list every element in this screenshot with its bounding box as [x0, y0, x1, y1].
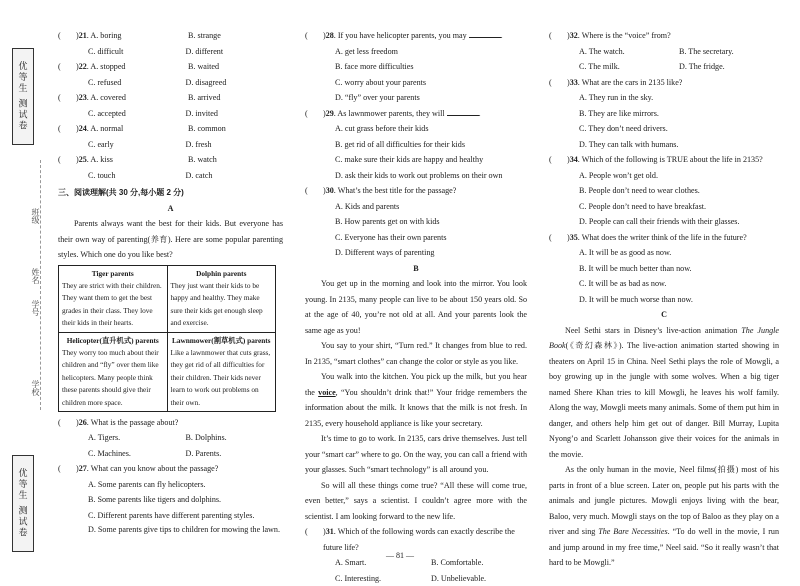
option-b[interactable]: B. It will be much better than now.: [549, 261, 779, 277]
option-d[interactable]: D. different: [186, 44, 284, 60]
parenting-table: [58, 265, 276, 412]
section-title: 三、阅读理解(共 30 分,每小题 2 分): [58, 185, 283, 201]
question-22: ( )22. A. stopped: [58, 59, 283, 75]
passage-a-paragraph: Parents always want the best for their kids. But everyone has their own way of parenting(养育). Here are some popular parenting styles. Which one do you like best?: [58, 216, 283, 263]
passage-b-p3: You walk into the kitchen. You pick up the milk, but you hear the voice, “You shouldn’t drink that!” Your fridge remembers the information about the milk. It knows that the milk is not fresh. In 2135, every household appliance is like your secretary.: [305, 369, 527, 431]
option-a[interactable]: A. get less freedom: [305, 44, 527, 60]
option-d[interactable]: D. disagreed: [186, 75, 284, 91]
passage-a-letter: A: [58, 201, 283, 217]
option-a[interactable]: A. It will be as good as now.: [549, 245, 779, 261]
sidebar-cut-line: [40, 160, 41, 410]
option-c[interactable]: C. Interesting.: [335, 571, 431, 586]
option-d[interactable]: D. It will be much worse than now.: [549, 292, 779, 308]
option-a[interactable]: A. People won’t get old.: [549, 168, 779, 184]
question-23: ( )23. A. covered: [58, 90, 283, 106]
passage-b-p5: So will all these things come true? “All these will come true, even better,” says a scientist. I couldn’t agree more with the scientist. I am looking forward to the new life.: [305, 478, 527, 525]
option-a[interactable]: A. Kids and parents: [305, 199, 527, 215]
option-b[interactable]: B. The secretary.: [679, 44, 779, 60]
option-a[interactable]: A. stopped: [90, 62, 125, 71]
lawnmower-cell: Lawnmower(割草机式) parents Like a lawnmower that cuts grass, they get rid of all difficulties for their children. Their kids never learn to work out problems on their own.: [167, 332, 276, 411]
option-d[interactable]: D. Parents.: [186, 446, 284, 462]
question-26: ( )26. What is the passage about?: [58, 415, 283, 431]
question-33: ( )33. What are the cars in 2135 like?: [549, 75, 779, 91]
option-b[interactable]: B. arrived: [188, 93, 220, 102]
tiger-cell: Tiger parents They are strict with their children. They want them to get the best grades in their class. They love their kids in their hearts.: [59, 265, 168, 332]
option-c[interactable]: C. Machines.: [88, 446, 186, 462]
option-c[interactable]: C. The milk.: [579, 59, 679, 75]
options-22: [58, 75, 283, 91]
option-c[interactable]: C. Everyone has their own parents: [305, 230, 527, 246]
option-c[interactable]: C. make sure their kids are happy and healthy: [305, 152, 527, 168]
column-right: [549, 28, 779, 571]
option-c[interactable]: C. Different parents have different parenting styles.: [58, 508, 283, 524]
option-a[interactable]: A. kiss: [90, 155, 113, 164]
option-c[interactable]: C. refused: [88, 75, 186, 91]
passage-c-p2: As the only human in the movie, Neel films(拍摄) most of his parts in front of a blue screen. Later on, people put his parts with the animals and jungle pictures. Mowgli enjoys living with the bear, Baloo, very much. Mowgli stays on the top of Baloo as they play on a river and sing The Bare Necessities. “To do well in the movie, I run and jump around in my free time,” Neel said. “So it really wasn’t that hard to be Mowgli.”: [549, 462, 779, 571]
option-a[interactable]: A. Smart.: [335, 555, 431, 571]
option-b[interactable]: B. Some parents like tigers and dolphins.: [58, 492, 283, 508]
option-d[interactable]: D. They can talk with humans.: [549, 137, 779, 153]
question-30: ( )30. What’s the best title for the passage?: [305, 183, 527, 199]
question-21: ( )21. A. boring: [58, 28, 283, 44]
option-c[interactable]: C. accepted: [88, 106, 186, 122]
option-c[interactable]: C. touch: [88, 168, 186, 184]
option-b[interactable]: B. They are like mirrors.: [549, 106, 779, 122]
options-24: [58, 137, 283, 153]
passage-c-letter: C: [549, 307, 779, 323]
answer-blank[interactable]: [447, 107, 479, 116]
option-a[interactable]: A. cut grass before their kids: [305, 121, 527, 137]
option-d[interactable]: D. catch: [186, 168, 284, 184]
option-d[interactable]: D. Some parents give tips to children for mowing the lawn.: [58, 523, 283, 536]
option-b[interactable]: B. get rid of all difficulties for their kids: [305, 137, 527, 153]
option-b[interactable]: B. watch: [188, 155, 217, 164]
options-25: [58, 168, 283, 184]
passage-b-p4: It’s time to go to work. In 2135, cars drive themselves. Just tell your “smart car” where to go. On the way, you can call a friend with your glasses. Such “smart technology” is all around you.: [305, 431, 527, 478]
passage-b-letter: B: [305, 261, 527, 277]
column-middle: [305, 28, 527, 586]
option-b[interactable]: B. common: [188, 124, 226, 133]
options-32: [549, 44, 779, 75]
option-a[interactable]: A. Some parents can fly helicopters.: [58, 477, 283, 493]
question-34: ( )34. Which of the following is TRUE about the life in 2135?: [549, 152, 779, 168]
option-b[interactable]: B. Dolphins.: [186, 430, 284, 446]
option-b[interactable]: B. Comfortable.: [431, 555, 527, 571]
option-c[interactable]: C. People don’t need to have breakfast.: [549, 199, 779, 215]
passage-c-p1: Neel Sethi stars in Disney’s live-action animation The Jungle Book(《奇幻森林》). The live-action animation started showing in theaters on April 15 in China. Neel Sethi plays the role of Mowgli, a boy growing up in the jungle with some wolves. When a big tiger named Shere Khan tries to kill Mowgli, he leaves his wolf family. Along the way, Mowgli meets many animals. Some of them put him in danger, and others help him get out of danger. Bill Murray, Lupita Nyong’o and Scarlett Johansson give their voices for the animals in the movie.: [549, 323, 779, 463]
option-a[interactable]: A. Tigers.: [88, 430, 186, 446]
option-b[interactable]: B. How parents get on with kids: [305, 214, 527, 230]
option-a[interactable]: A. The watch.: [579, 44, 679, 60]
option-b[interactable]: B. face more difficulties: [305, 59, 527, 75]
option-d[interactable]: D. fresh: [186, 137, 284, 153]
option-c[interactable]: C. worry about your parents: [305, 75, 527, 91]
option-d[interactable]: D. invited: [186, 106, 284, 122]
question-24: ( )24. A. normal: [58, 121, 283, 137]
question-29: ( )29. As lawnmower parents, they will .: [305, 106, 527, 122]
helicopter-cell: Helicopter(直升机式) parents They worry too much about their children and “fly” over them like helicopters. Many people think these parents should give their children more space.: [59, 332, 168, 411]
column-left: [58, 28, 283, 536]
passage-b-p1: You get up in the morning and look into the mirror. You look young. In 2135, many people can live to be about 150 years old. So at the age of 40, you’re not old at all. And your parents look the same age as you!: [305, 276, 527, 338]
question-35: ( )35. What does the writer think of the life in the future?: [549, 230, 779, 246]
option-a[interactable]: A. covered: [90, 93, 126, 102]
option-c[interactable]: C. It will be as bad as now.: [549, 276, 779, 292]
sidebar-number-label: 学号: [30, 300, 41, 316]
options-26: [58, 430, 283, 461]
dolphin-cell: Dolphin parents They just want their kids to be happy and healthy. They make sure their kids get enough sleep and exercise.: [167, 265, 276, 332]
option-d[interactable]: D. “fly” over your parents: [305, 90, 527, 106]
sidebar-school-label: 学校: [30, 380, 41, 396]
option-d[interactable]: D. The fridge.: [679, 59, 779, 75]
option-a[interactable]: A. They run in the sky.: [549, 90, 779, 106]
answer-blank[interactable]: [469, 29, 501, 38]
options-23: [58, 106, 283, 122]
option-a[interactable]: A. normal: [90, 124, 123, 133]
question-27: ( )27. What can you know about the passage?: [58, 461, 283, 477]
option-c[interactable]: C. They don’t need drivers.: [549, 121, 779, 137]
option-c[interactable]: C. early: [88, 137, 186, 153]
binding-sidebar: [0, 0, 46, 566]
page-number: — 81 —: [386, 551, 414, 560]
question-31: ( )31. Which of the following words can exactly describe the future life?: [305, 524, 527, 555]
sidebar-brand-bottom: 优等生 测试卷: [12, 455, 34, 552]
option-d[interactable]: D. Unbelievable.: [431, 571, 527, 586]
option-b[interactable]: B. strange: [188, 31, 221, 40]
option-b[interactable]: B. waited: [188, 62, 219, 71]
option-d[interactable]: D. Different ways of parenting: [305, 245, 527, 261]
option-d[interactable]: D. People can call their friends with their glasses.: [549, 214, 779, 230]
sidebar-brand-top: 优等生 测试卷: [12, 48, 34, 145]
options-21: [58, 44, 283, 60]
option-b[interactable]: B. People don’t need to wear clothes.: [549, 183, 779, 199]
sidebar-name-label: 姓名: [30, 268, 41, 284]
sidebar-class-label: 班级: [30, 208, 41, 224]
question-32: ( )32. Where is the “voice” from?: [549, 28, 779, 44]
options-31: [305, 555, 527, 586]
option-c[interactable]: C. difficult: [88, 44, 186, 60]
option-d[interactable]: D. ask their kids to work out problems on their own: [305, 168, 527, 184]
question-28: ( )28. If you have helicopter parents, you may .: [305, 28, 527, 44]
passage-b-p2: You say to your shirt, “Turn red.” It changes from blue to red. In 2135, “smart clothes” can change the color or style as you like.: [305, 338, 527, 369]
question-25: ( )25. A. kiss: [58, 152, 283, 168]
